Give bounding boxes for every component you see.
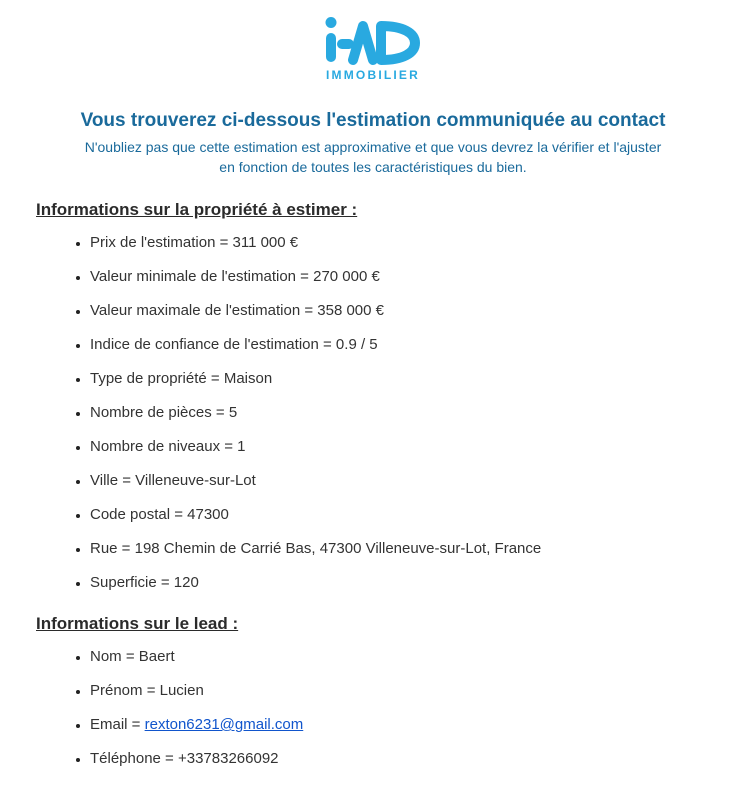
property-item-prix: • Prix de l'estimation = 311 000 € [90, 234, 710, 251]
page-title: Vous trouverez ci-dessous l'estimation communiquée au contact [80, 110, 666, 131]
property-item-code-postal: • Code postal = 47300 [90, 506, 710, 523]
property-info-list [36, 234, 710, 591]
property-item-niveaux: • Nombre de niveaux = 1 [90, 438, 710, 455]
intro-subtitle-line1: N'oubliez pas que cette estimation est approximative et que vous devrez la vérifier et l'ajuster [84, 139, 662, 155]
email-label: Email = [90, 716, 145, 733]
property-item-ville: • Ville = Villeneuve-sur-Lot [90, 472, 710, 489]
iad-logo [0, 0, 746, 82]
intro-subtitle-line2: en fonction de toutes les caractéristiques du bien. [219, 159, 527, 175]
property-item-rue: • Rue = 198 Chemin de Carrié Bas, 47300 Villeneuve-sur-Lot, France [90, 540, 710, 557]
iad-logo-icon [324, 14, 422, 66]
lead-item-email [90, 716, 710, 733]
property-item-pieces: • Nombre de pièces = 5 [90, 404, 710, 421]
intro-block [0, 109, 746, 177]
intro-subtitle [0, 137, 746, 177]
property-section-heading: Informations sur la propriété à estimer : [36, 200, 358, 219]
lead-info-list [36, 648, 710, 767]
lead-item-telephone: • Téléphone = +33783266092 [90, 750, 710, 767]
property-item-valeur-min: • Valeur minimale de l'estimation = 270 000 € [90, 268, 710, 285]
lead-section-heading: Informations sur le lead : [36, 614, 239, 633]
email-link[interactable]: rexton6231@gmail.com [144, 716, 304, 733]
property-item-superficie: • Superficie = 120 [90, 574, 710, 591]
logo-tagline: IMMOBILIER [326, 68, 420, 82]
lead-item-prenom: • Prénom = Lucien [90, 682, 710, 699]
property-item-indice-confiance: • Indice de confiance de l'estimation = 0.9 / 5 [90, 336, 710, 353]
property-item-valeur-max: • Valeur maximale de l'estimation = 358 000 € [90, 302, 710, 319]
property-item-type: • Type de propriété = Maison [90, 370, 710, 387]
lead-item-nom: • Nom = Baert [90, 648, 710, 665]
content [0, 200, 746, 767]
